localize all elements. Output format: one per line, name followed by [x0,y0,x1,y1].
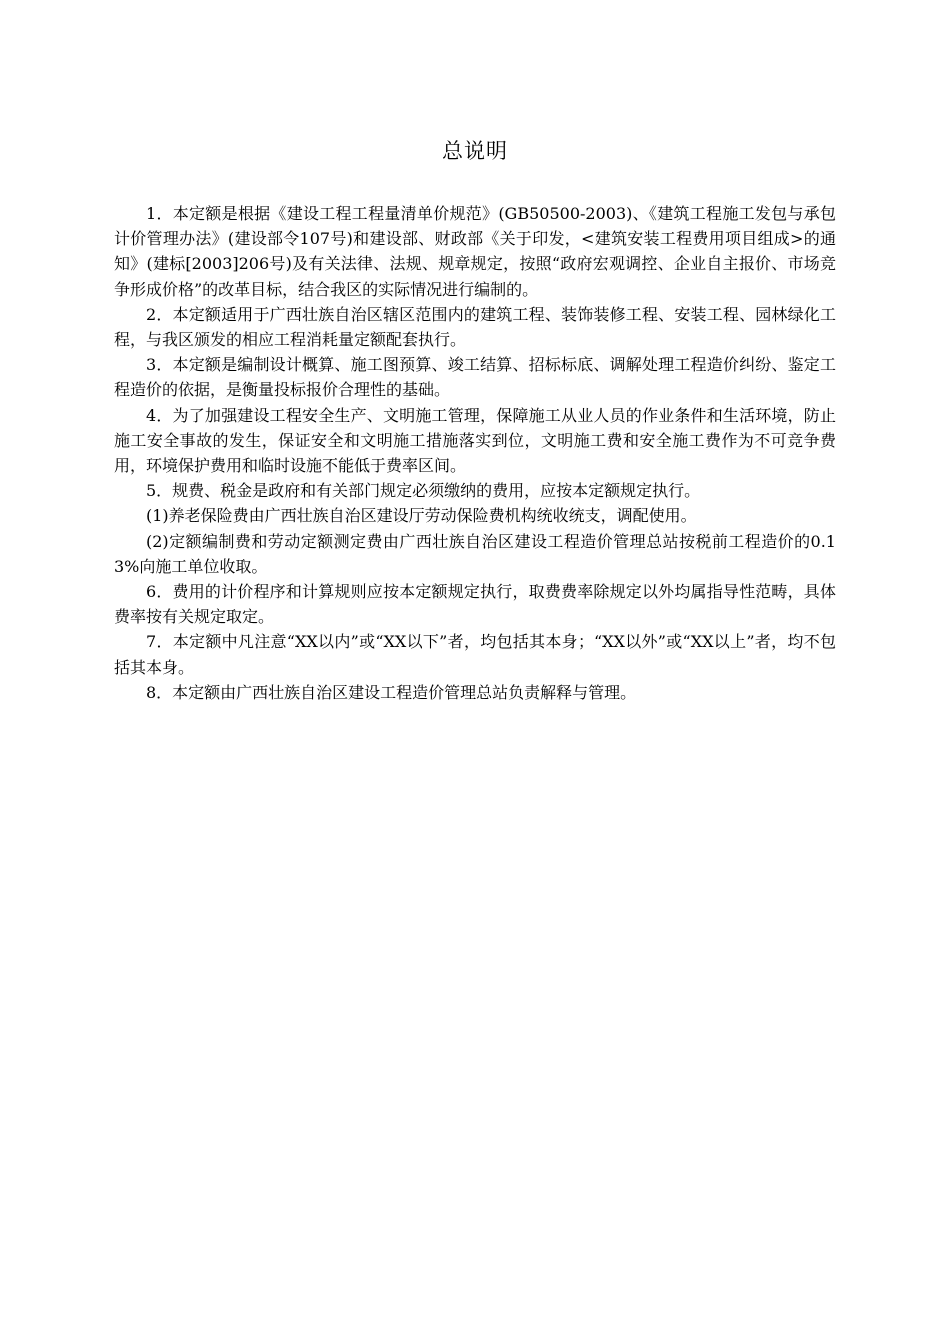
paragraph-6: 6．费用的计价程序和计算规则应按本定额规定执行，取费费率除规定以外均属指导性范畴，具体费率按有关规定取定。 [114,582,836,627]
paragraph-1: 1．本定额是根据《建设工程工程量清单价规范》(GB50500-2003)、《建筑工程施工发包与承包计价管理办法》(建设部令107号)和建设部、财政部《关于印发，<建筑安装工程费用项目组成>的通知》(建标[2003]206号)及有关法律、法规、规章规定，按照“政府宏观调控、企业自主报价、市场竞争形成价格”的改革目标，结合我区的实际情况进行编制的。 [114,204,836,299]
paragraph-8: 8．本定额由广西壮族自治区建设工程造价管理总站负责解释与管理。 [146,682,637,702]
paragraph-4: 4．为了加强建设工程安全生产、文明施工管理，保障施工从业人员的作业条件和生活环境，防止施工安全事故的发生，保证安全和文明施工措施落实到位，文明施工费和安全施工费作为不可竞争费用，环境保护费用和临时设施不能低于费率区间。 [114,405,836,476]
paragraph-5-item-1: (1)养老保险费由广西壮族自治区建设厅劳动保险费机构统收统支，调配使用。 [146,506,697,526]
paragraph-2: 2．本定额适用于广西壮族自治区辖区范围内的建筑工程、装饰装修工程、安装工程、园林绿化工程，与我区颁发的相应工程消耗量定额配套执行。 [114,304,836,350]
paragraph-5-item-2: (2)定额编制费和劳动定额测定费由广西壮族自治区建设工程造价管理总站按税前工程造价的0.13%向施工单位收取。 [114,531,836,576]
page-title: 总说明 [442,139,508,163]
document-body [114,201,836,705]
paragraph-5: 5．规费、税金是政府和有关部门规定必须缴纳的费用，应按本定额规定执行。 [146,481,701,501]
paragraph-7: 7．本定额中凡注意“XX以内”或“XX以下”者，均包括其本身；“XX以外”或“XX以上”者，均不包括其本身。 [114,632,836,677]
paragraph-3: 3．本定额是编制设计概算、施工图预算、竣工结算、招标标底、调解处理工程造价纠纷、鉴定工程造价的依据，是衡量投标报价合理性的基础。 [114,355,836,400]
